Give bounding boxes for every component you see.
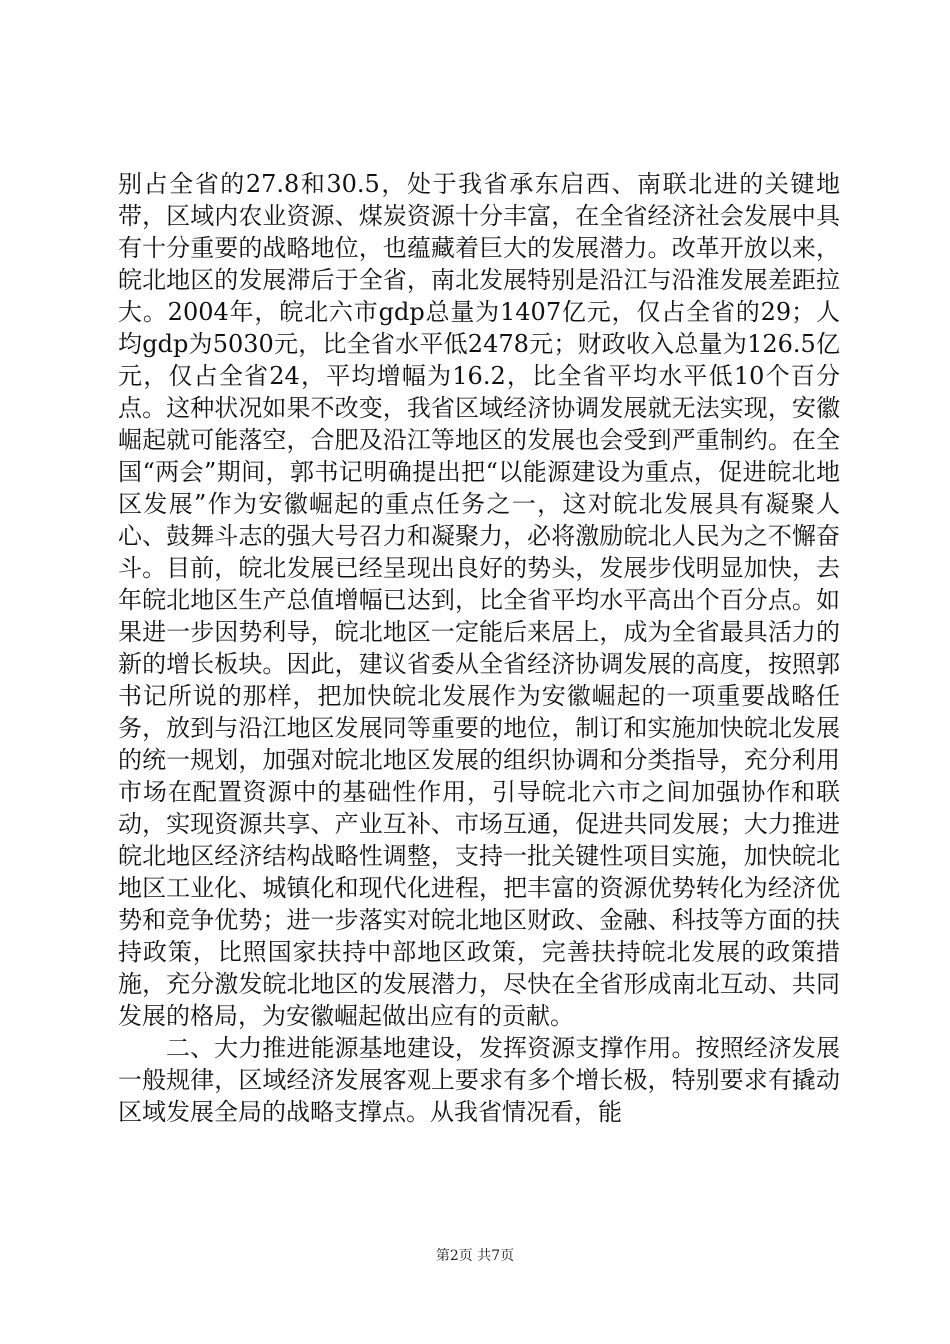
paragraph-1: 别占全省的27.8和30.5，处于我省承东启西、南联北进的关键地带，区域内农业资源、煤炭资源十分丰富，在全省经济社会发展中具有十分重要的战略地位，也蕴藏着巨大的发展潜力。改革开放以来，皖北地区的发展滞后于全省，南北发展特别是沿江与沿淮发展差距拉大。2004年，皖北六市gdp总量为1407亿元，仅占全省的29；人均gdp为5030元，比全省水平低2478元；财政收入总量为126.5亿元，仅占全省24，平均增幅为16.2，比全省平均水平低10个百分点。这种状况如果不改变，我省区域经济协调发展就无法实现，安徽崛起就可能落空，合肥及沿江等地区的发展也会受到严重制约。在全国“两会”期间，郭书记明确提出把“以能源建设为重点，促进皖北地区发展”作为安徽崛起的重点任务之一，这对皖北发展具有凝聚人心、鼓舞斗志的强大号召力和凝聚力，必将激励皖北人民为之不懈奋斗。目前，皖北发展已经呈现出良好的势头，发展步伐明显加快，去年皖北地区生产总值增幅已达到，比全省平均水平高出个百分点。如果进一步因势利导，皖北地区一定能后来居上，成为全省最具活力的新的增长板块。因此，建议省委从全省经济协调发展的高度，按照郭书记所说的那样，把加快皖北发展作为安徽崛起的一项重要战略任务，放到与沿江地区发展同等重要的地位，制订和实施加快皖北发展的统一规划，加强对皖北地区发展的组织协调和分类指导，充分利用市场在配置资源中的基础性作用，引导皖北六市之间加强协作和联动，实现资源共享、产业互补、市场互通，促进共同发展；大力推进皖北地区经济结构战略性调整，支持一批关键性项目实施，加快皖北地区工业化、城镇化和现代化进程，把丰富的资源优势转化为经济优势和竞争优势；进一步落实对皖北地区财政、金融、科技等方面的扶持政策，比照国家扶持中部地区政策，完善扶持皖北发展的政策措施，充分激发皖北地区的发展潜力，尽快在全省形成南北互动、共同发展的格局，为安徽崛起做出应有的贡献。: [118, 170, 840, 1030]
page-footer: 第2页 共7页: [435, 1248, 515, 1264]
paragraph-2: 二、大力推进能源基地建设，发挥资源支撑作用。按照经济发展一般规律，区域经济发展客观上要求有多个增长极，特别要求有撬动区域发展全局的战略支撑点。从我省情况看，能: [118, 1034, 840, 1126]
body-text: [118, 168, 840, 1128]
